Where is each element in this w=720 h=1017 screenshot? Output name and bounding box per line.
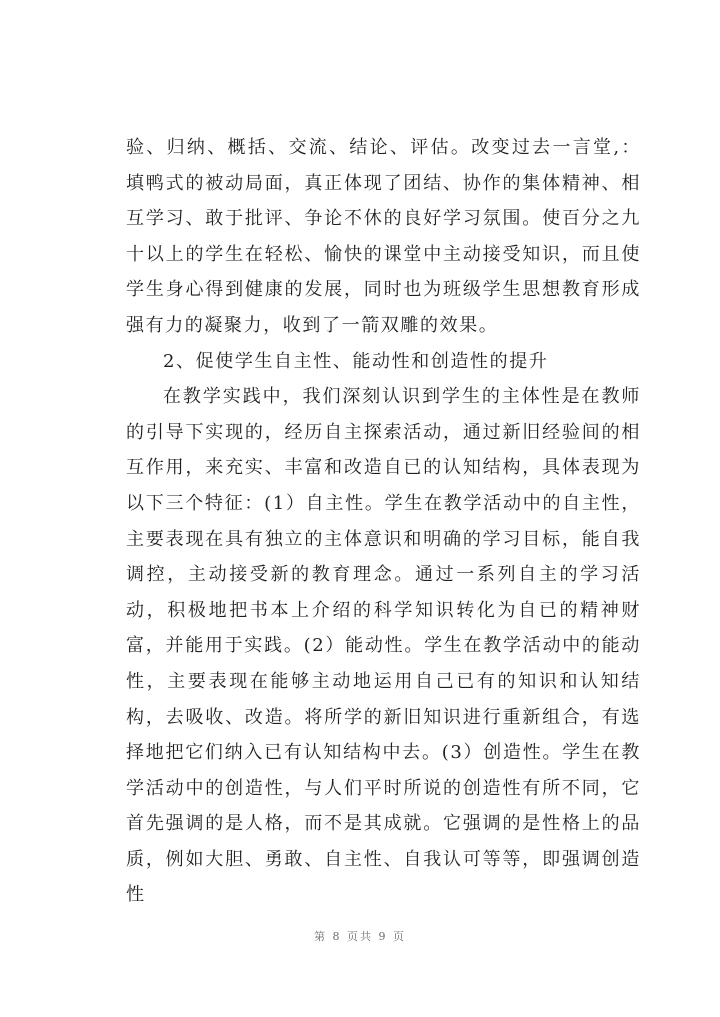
page-number-footer: 第 8 页共 9 页: [314, 930, 406, 943]
section-heading: 2、促使学生自主性、能动性和创造性的提升: [163, 350, 549, 372]
document-body: [126, 130, 641, 913]
paragraph-continuation: 验、归纳、概括、交流、结论、评估。改变过去一言堂,：填鸭式的被动局面，真正体现了团结、协作的集体精神、相互学习、敢于批评、争论不休的良好学习氛围。使百分之九十以上的学生在轻松、愉快的课堂中主动接受知识，而且使学生身心得到健康的发展，同时也为班级学生思想教育形成强有力的凝聚力，收到了一箭双雕的效果。: [126, 137, 641, 336]
paragraph-body: 在教学实践中，我们深刻认识到学生的主体性是在教师的引导下实现的，经历自主探索活动，通过新旧经验间的相互作用，来充实、丰富和改造自已的认知结构，具体表现为以下三个特征：(1）自主性。学生在教学活动中的自主性，主要表现在具有独立的主体意识和明确的学习目标，能自我调控，主动接受新的教育理念。通过一系列自主的学习活动，积极地把书本上介绍的科学知识转化为自已的精神财富，并能用于实践。(2）能动性。学生在教学活动中的能动性，主要表现在能够主动地运用自己已有的知识和认知结构，去吸收、改造。将所学的新旧知识进行重新组合，有选择地把它们纳入已有认知结构中去。(3）创造性。学生在教学活动中的创造性，与人们平时所说的创造性有所不同，它首先强调的是人格，而不是其成就。它强调的是性格上的品质，例如大胆、勇敢、自主性、自我认可等等，即强调创造性: [126, 386, 641, 906]
